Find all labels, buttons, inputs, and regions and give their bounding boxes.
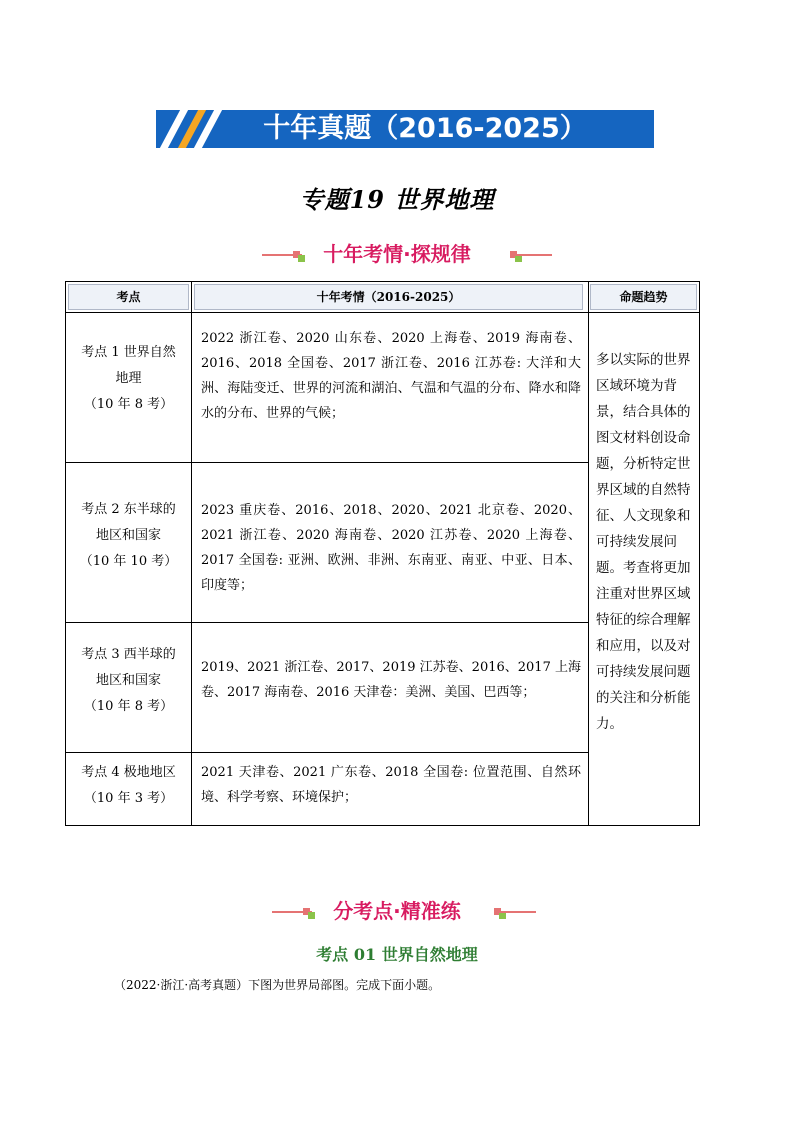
point-name: 地区和国家 xyxy=(95,528,161,543)
point-frequency: （10 年 8 考） xyxy=(83,699,174,714)
point-name: 考点 2 东半球的 xyxy=(81,502,176,517)
header-square xyxy=(499,912,506,919)
section-header-practice xyxy=(0,893,794,923)
knowledge-point-title: 考点 01 世界自然地理 xyxy=(316,945,478,964)
table-rule xyxy=(66,622,588,623)
table-header-history: 十年考情（2016-2025） xyxy=(194,284,583,310)
point-frequency: （10 年 3 考） xyxy=(83,791,174,806)
question-intro: （2022·浙江·高考真题）下图为世界局部图。完成下面小题。 xyxy=(114,978,441,992)
table-row-point xyxy=(66,760,191,812)
table-rule xyxy=(66,462,588,463)
header-line xyxy=(496,911,536,913)
header-square xyxy=(515,255,522,262)
table-rule xyxy=(191,282,192,825)
banner-title: 十年真题（2016-2025） xyxy=(263,113,587,144)
section-header-overview xyxy=(0,236,794,266)
trend-text: 多以实际的世界区域环境为背景，结合具体的图文材料创设命题，分析特定世界区域的自然特征、人文现象和可持续发展问题。考查将更加注重对世界区域特征的综合理解和应用，以及对可持续发展问题的关注和分析能力。 xyxy=(596,352,691,732)
point-frequency: （10 年 8 考） xyxy=(83,397,174,412)
table-row-point xyxy=(66,642,191,720)
header-line xyxy=(512,254,552,256)
table-row-detail: 2021 天津卷、2021 广东卷、2018 全国卷: 位置范围、自然环境、科学考察、环境保护； xyxy=(201,765,581,805)
table-rule xyxy=(588,282,589,825)
point-frequency: （10 年 10 考） xyxy=(79,554,178,569)
table-row-detail: 2019、2021 浙江卷、2017、2019 江苏卷、2016、2017 上海卷、2017 海南卷、2016 天津卷：美洲、美国、巴西等； xyxy=(201,660,581,700)
table-header-trend: 命题趋势 xyxy=(590,284,697,310)
point-name: 考点 1 世界自然 xyxy=(81,345,176,360)
exam-overview-table xyxy=(65,281,700,826)
table-row-detail: 2022 浙江卷、2020 山东卷、2020 上海卷、2019 海南卷、2016、2018 全国卷、2017 浙江卷、2016 江苏卷: 大洋和大洲、海陆变迁、世界的河流和湖泊、气温和气温的分布、降水和降水的分布、世界的气候； xyxy=(201,331,581,421)
table-row-point xyxy=(66,497,191,575)
point-name: 地区和国家 xyxy=(95,673,161,688)
point-name: 考点 4 极地地区 xyxy=(81,765,176,780)
table-rule xyxy=(66,752,588,753)
section-title: 分考点·精准练 xyxy=(333,899,461,923)
point-name: 地理 xyxy=(115,371,142,386)
table-row-detail: 2023 重庆卷、2016、2018、2020、2021 北京卷、2020、2021 浙江卷、2020 海南卷、2020 江苏卷、2020 上海卷、2017 全国卷: 亚洲、欧洲、非洲、东南亚、南亚、中亚、日本、印度等； xyxy=(201,503,581,593)
table-row-point xyxy=(66,340,191,418)
table-header-point: 考点 xyxy=(68,284,189,310)
point-name: 考点 3 西半球的 xyxy=(81,647,176,662)
title-banner xyxy=(156,110,654,148)
subject-title: 专题19 世界地理 xyxy=(299,185,495,214)
table-rule xyxy=(66,312,699,313)
section-title: 十年考情·探规律 xyxy=(323,242,471,266)
